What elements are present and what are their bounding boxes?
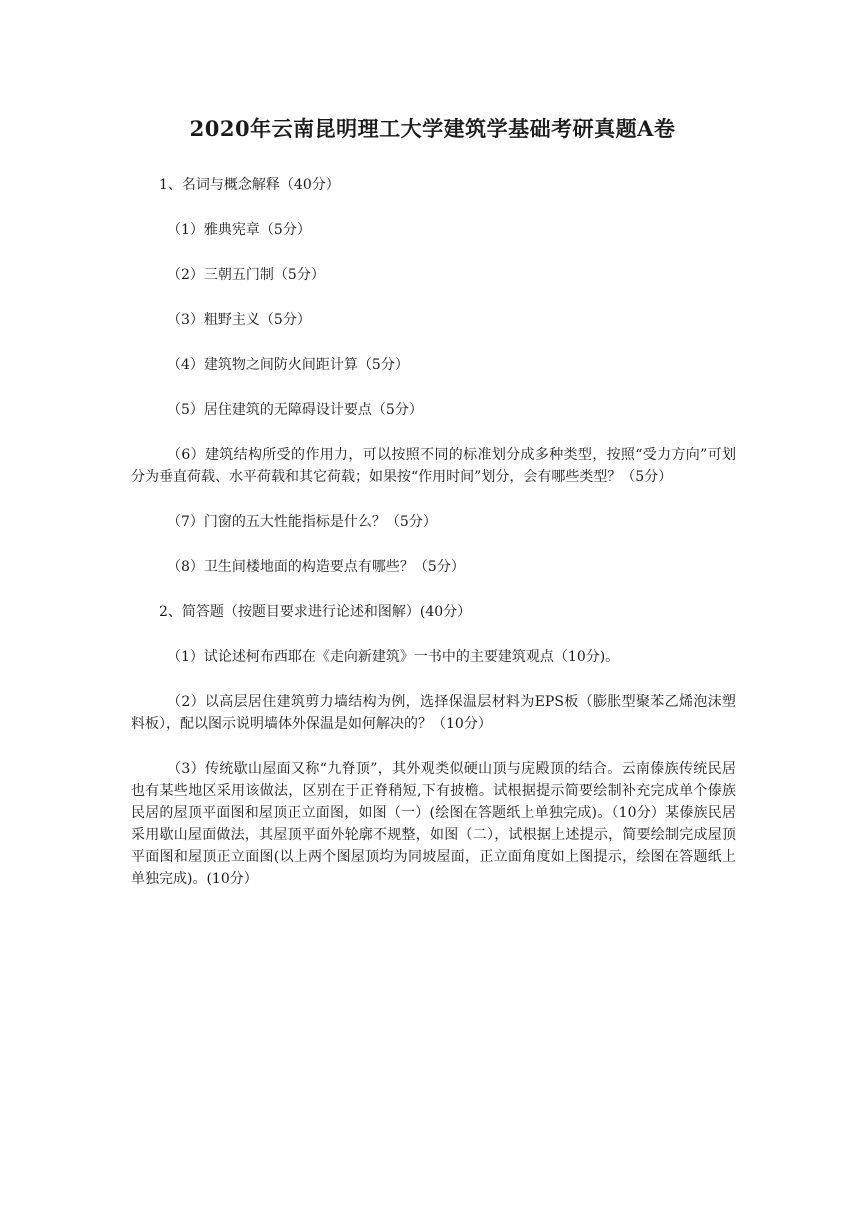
question-1-2: （2）三朝五门制（5分） — [167, 267, 325, 283]
question-1-6: （6）建筑结构所受的作用力，可以按照不同的标准划分成多种类型，按照“受力方向”可划分为垂直荷载、水平荷载和其它荷载；如果按“作用时间”划分，会有哪些类型？（5分） — [131, 447, 736, 485]
question-1-5: （5）居住建筑的无障碍设计要点（5分） — [167, 402, 423, 418]
exam-content — [131, 174, 736, 913]
question-1-4: （4）建筑物之间防火间距计算（5分） — [167, 357, 409, 373]
question-1-3: （3）粗野主义（5分） — [167, 312, 311, 328]
question-2-3: （3）传统歇山屋面又称“九脊顶”，其外观类似硬山顶与庑殿顶的结合。云南傣族传统民居也有某些地区采用该做法，区别在于正脊稍短,下有披檐。试根据提示简要绘制补充完成单个傣族民居的屋顶平面图和屋顶正立面图，如图（一）(绘图在答题纸上单独完成)。（10分）某傣族民居采用歇山屋面做法，其屋顶平面外轮廓不规整，如图（二），试根据上述提示，简要绘制完成屋顶平面图和屋顶正立面图(以上两个图屋顶均为同坡屋面，正立面角度如上图提示，绘图在答题纸上单独完成)。(10分） — [131, 761, 736, 887]
question-2-1: （1）试论述柯布西耶在《走向新建筑》一书中的主要建筑观点（10分)。 — [167, 649, 620, 665]
question-1-7: （7）门窗的五大性能指标是什么？（5分） — [167, 514, 437, 530]
page-title: 2020年云南昆明理工大学建筑学基础考研真题A卷 — [189, 116, 676, 141]
question-2-2: （2）以高层居住建筑剪力墙结构为例，选择保温层材料为EPS板（膨胀型聚苯乙烯泡沫塑料板），配以图示说明墙体外保温是如何解决的？（10分） — [131, 694, 736, 732]
section-2-heading: 2、简答题（按题目要求进行论述和图解）(40分） — [159, 604, 472, 620]
question-1-8: （8）卫生间楼地面的构造要点有哪些？（5分） — [167, 559, 465, 575]
section-1-heading: 1、名词与概念解释（40分） — [159, 177, 340, 193]
question-1-1: （1）雅典宪章（5分） — [167, 222, 311, 238]
